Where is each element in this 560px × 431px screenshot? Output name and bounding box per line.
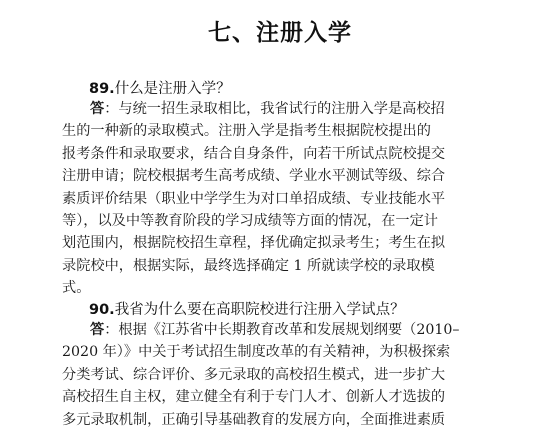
answer-89-line: 素质评价结果（职业中学学生为对口单招成绩、专业技能水平 xyxy=(62,190,446,207)
answer-89-line: 录院校中，根据实际，最终选择确定 1 所就读学校的录取模 xyxy=(62,257,435,274)
answer-89-line: 等），以及中等教育阶段的学习成绩等方面的情况，在一定计 xyxy=(62,213,438,230)
answer-89-line-text: ：与统一招生录取相比，我省试行的注册入学是高校招 xyxy=(104,101,445,117)
question-89-heading xyxy=(89,77,231,98)
answer-89-paragraph xyxy=(62,98,502,300)
answer-90-line-text: ：根据《江苏省中长期教育改革和发展规划纲要（2010– xyxy=(104,322,460,338)
question-90-number: 90. xyxy=(89,302,115,318)
answer-89-line: 划范围内，根据院校招生章程，择优确定拟录考生；考生在拟 xyxy=(62,235,446,252)
answer-89-line: 报考条件和录取要求，结合自身条件，向若干所试点院校提交 xyxy=(62,145,446,162)
answer-90-line: 高校招生自主权，建立健全有利于专门人才、创新人才选拔的 xyxy=(62,389,446,406)
answer-89-line: 注册申请；院校根据考生高考成绩、学业水平测试等级、综合 xyxy=(62,168,446,185)
answer-90-line: 2020 年）》中关于考试招生制度改革的有关精神，为积极探索 xyxy=(62,344,451,361)
answer-90-line: 分类考试、综合评价、多元录取的高校招生模式，进一步扩大 xyxy=(62,366,446,383)
answer-89-line: 生的一种新的录取模式。注册入学是指考生根据院校提出的 xyxy=(62,123,431,140)
question-90-text: 我省为什么要在高职院校进行注册入学试点？ xyxy=(114,302,405,318)
answer-90-label: 答 xyxy=(90,322,105,338)
question-89-number: 89. xyxy=(89,81,115,97)
answer-90-line xyxy=(62,319,502,341)
answer-89-label: 答 xyxy=(90,101,105,117)
question-89-text: 什么是注册入学？ xyxy=(114,81,231,97)
answer-90-line: 多元录取机制，正确引导基础教育的发展方向，全面推进素质 xyxy=(62,411,446,428)
answer-89-line: 式。 xyxy=(62,280,91,297)
answer-89-line xyxy=(62,98,502,120)
section-title: 七、注册入学 xyxy=(208,20,352,46)
answer-90-paragraph xyxy=(62,319,502,431)
question-90-heading xyxy=(89,298,405,319)
